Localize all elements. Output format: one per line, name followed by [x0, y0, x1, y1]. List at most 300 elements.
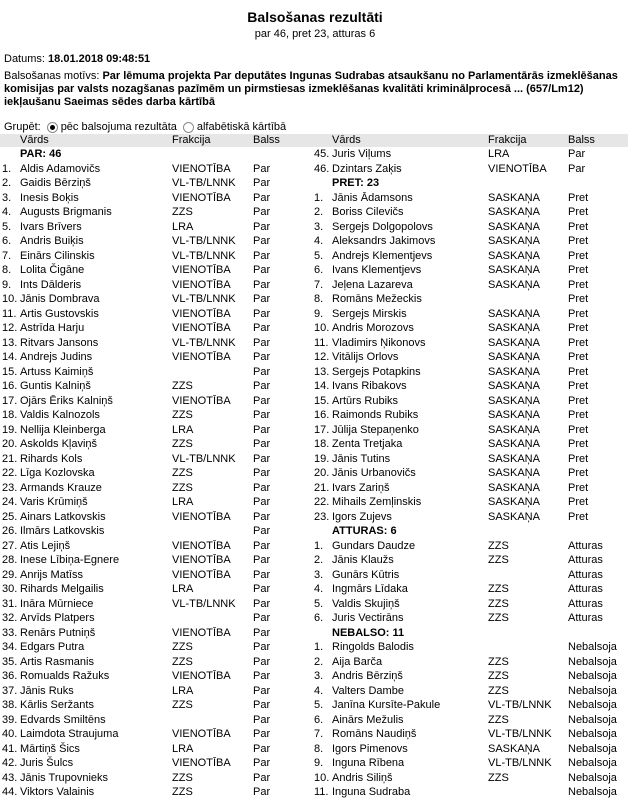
table-row — [310, 582, 628, 597]
row-number: 18. — [2, 409, 18, 421]
vote: Pret — [568, 452, 589, 465]
faction: ZZS — [172, 655, 193, 668]
group-heading — [0, 147, 314, 162]
table-row — [0, 234, 314, 249]
row-number: 2. — [314, 206, 324, 218]
faction: VL-TB/LNNK — [488, 699, 552, 711]
row-number: 27. — [2, 539, 18, 552]
group-heading-label: PRET: 23 — [332, 177, 380, 189]
deputy-name: Valdis Skujiņš — [332, 597, 400, 610]
row-number: 1. — [314, 539, 324, 552]
row-number: 43. — [2, 771, 18, 784]
row-number: 3. — [314, 220, 324, 233]
faction: VIENOTĪBA — [172, 757, 231, 769]
vote: Par — [253, 612, 271, 624]
row-number: 9. — [2, 278, 12, 291]
faction: VL-TB/LNNK — [488, 757, 552, 769]
vote: Par — [253, 264, 271, 276]
table-row — [310, 437, 628, 452]
vote: Par — [253, 162, 271, 175]
row-number: 11. — [2, 307, 17, 320]
group-heading — [310, 626, 628, 641]
vote: Par — [253, 641, 271, 653]
vote: Atturas — [568, 583, 603, 595]
table-row — [310, 510, 628, 525]
row-number: 10. — [2, 293, 18, 305]
faction: VIENOTĪBA — [172, 394, 231, 407]
results-table-left — [0, 134, 314, 800]
group-alphabetical-radio[interactable] — [183, 122, 194, 133]
table-row — [0, 713, 314, 728]
vote: Par — [253, 351, 271, 363]
table-row — [0, 785, 314, 800]
faction: LRA — [172, 684, 194, 697]
row-number: 26. — [2, 525, 18, 537]
vote: Par — [253, 278, 271, 291]
deputy-name: Kārlis Seržants — [20, 699, 94, 711]
deputy-name: Valters Dambe — [332, 684, 404, 697]
table-row — [0, 640, 314, 655]
row-number: 4. — [314, 583, 324, 595]
table-header — [0, 134, 314, 147]
vote: Atturas — [568, 612, 603, 624]
vote: Pret — [568, 510, 589, 523]
faction: SASKAŅA — [488, 322, 540, 334]
vote: Pret — [568, 365, 589, 378]
row-number: 3. — [314, 568, 324, 581]
table-row — [0, 176, 314, 191]
deputy-name: Renārs Putniņš — [20, 626, 96, 639]
deputy-name: Mihails Zemļinskis — [332, 496, 422, 508]
vote-meta — [4, 53, 626, 113]
deputy-name: Aija Barča — [332, 655, 383, 668]
group-heading-label: ATTURAS: 6 — [332, 525, 397, 537]
table-row — [310, 539, 628, 554]
deputy-name: Viktors Valainis — [20, 786, 95, 798]
row-number: 5. — [314, 249, 324, 262]
faction: ZZS — [172, 771, 193, 784]
deputy-name: Juris Vectirāns — [332, 612, 404, 624]
date-line — [4, 53, 626, 66]
faction: SASKAŅA — [488, 452, 540, 465]
table-row — [310, 553, 628, 568]
faction: VIENOTĪBA — [172, 191, 231, 204]
table-row — [0, 466, 314, 481]
deputy-name: Romāns Naudiņš — [332, 728, 417, 740]
row-number: 17. — [314, 423, 330, 436]
header-frakcija: Frakcija — [172, 134, 211, 146]
faction: SASKAŅA — [488, 249, 540, 262]
deputy-name: Jeļena Lazareva — [332, 278, 413, 291]
vote: Pret — [568, 438, 589, 450]
row-number: 40. — [2, 728, 18, 740]
vote: Par — [253, 670, 271, 682]
header-balss: Balss — [568, 134, 595, 146]
deputy-name: Vladimirs Ņikonovs — [332, 336, 426, 349]
vote: Nebalsoja — [568, 641, 617, 653]
deputy-name: Gunārs Kūtris — [332, 568, 400, 581]
deputy-name: Artis Rasmanis — [20, 655, 94, 668]
deputy-name: Jānis Ādamsons — [332, 191, 413, 204]
vote: Atturas — [568, 597, 603, 610]
vote: Par — [253, 191, 271, 204]
vote: Par — [253, 496, 271, 508]
row-number: 14. — [2, 351, 18, 363]
vote: Pret — [568, 278, 589, 291]
vote: Par — [253, 365, 271, 378]
right-table-body — [310, 147, 628, 800]
deputy-name: Raimonds Rubiks — [332, 409, 419, 421]
row-number: 42. — [2, 757, 18, 769]
vote: Par — [253, 757, 271, 769]
deputy-name: Ivars Zariņš — [332, 481, 390, 494]
faction: ZZS — [172, 481, 193, 494]
vote: Nebalsoja — [568, 786, 617, 798]
row-number: 23. — [314, 510, 330, 523]
deputy-name: Ritvars Jansons — [20, 336, 99, 349]
vote: Pret — [568, 191, 589, 204]
table-row — [0, 655, 314, 670]
table-row — [310, 350, 628, 365]
deputy-name: Artūrs Rubiks — [332, 394, 399, 407]
deputy-name: Jānis Urbanovičs — [332, 467, 416, 479]
table-row — [310, 321, 628, 336]
table-row — [0, 336, 314, 351]
vote: Pret — [568, 394, 589, 407]
row-number: 2. — [314, 554, 324, 566]
row-number: 2. — [314, 655, 324, 668]
row-number: 4. — [2, 206, 12, 218]
faction: ZZS — [488, 713, 509, 726]
date-value: 18.01.2018 09:48:51 — [48, 53, 151, 65]
vote: Pret — [568, 235, 589, 247]
deputy-name: Einārs Cilinskis — [20, 249, 95, 262]
table-row — [310, 756, 628, 771]
row-number: 13. — [2, 336, 18, 349]
deputy-name: Ilmārs Latkovskis — [20, 525, 105, 537]
row-number: 7. — [314, 278, 324, 291]
deputy-name: Lolita Čigāne — [20, 264, 85, 276]
faction: VIENOTĪBA — [172, 568, 231, 581]
vote: Par — [568, 162, 586, 175]
vote: Par — [253, 583, 271, 595]
row-number: 35. — [2, 655, 18, 668]
table-row — [310, 220, 628, 235]
row-number: 3. — [2, 191, 12, 204]
group-alphabetical-label[interactable]: alfabētiskā kārtībā — [196, 121, 287, 133]
row-number: 16. — [2, 380, 18, 392]
row-number: 7. — [314, 728, 324, 740]
faction: LRA — [172, 220, 194, 233]
table-row — [0, 220, 314, 235]
table-row — [310, 394, 628, 409]
faction: ZZS — [488, 655, 509, 668]
faction: SASKAŅA — [488, 496, 540, 508]
deputy-name: Ints Dālderis — [20, 278, 82, 291]
faction: ZZS — [172, 467, 193, 479]
faction: SASKAŅA — [488, 438, 540, 450]
vote: Nebalsoja — [568, 742, 617, 755]
vote: Par — [253, 655, 271, 668]
row-number: 5. — [314, 699, 324, 711]
row-number: 1. — [314, 191, 324, 204]
table-header — [310, 134, 628, 147]
vote: Par — [253, 220, 271, 233]
faction: VIENOTĪBA — [172, 626, 231, 639]
group-heading-label: NEBALSO: 11 — [332, 626, 405, 639]
faction: VIENOTĪBA — [172, 351, 231, 363]
deputy-name: Varis Krūmiņš — [20, 496, 88, 508]
deputy-name: Astrīda Harju — [20, 322, 85, 334]
faction: VIENOTĪBA — [172, 264, 231, 276]
row-number: 38. — [2, 699, 18, 711]
vote: Atturas — [568, 539, 603, 552]
group-by-result-radio[interactable] — [47, 122, 58, 133]
deputy-name: Dzintars Zaķis — [332, 162, 402, 175]
table-row — [310, 669, 628, 684]
deputy-name: Ingmārs Līdaka — [332, 583, 408, 595]
vote: Par — [253, 554, 271, 566]
row-number: 34. — [2, 641, 18, 653]
row-number: 39. — [2, 713, 18, 726]
deputy-name: Artis Gustovskis — [20, 307, 99, 320]
row-number: 7. — [2, 249, 12, 262]
faction: VL-TB/LNNK — [172, 249, 236, 262]
faction: SASKAŅA — [488, 510, 540, 523]
group-by-result-label[interactable]: pēc balsojuma rezultāta — [60, 121, 177, 133]
table-row — [310, 292, 628, 307]
faction: SASKAŅA — [488, 278, 540, 291]
row-number: 10. — [314, 322, 330, 334]
table-row — [0, 626, 314, 641]
row-number: 24. — [2, 496, 18, 508]
table-row — [310, 408, 628, 423]
vote: Pret — [568, 380, 589, 392]
vote: Par — [253, 177, 271, 189]
row-number: 8. — [314, 293, 324, 305]
vote: Par — [253, 771, 271, 784]
table-row — [0, 365, 314, 380]
deputy-name: Andris Morozovs — [332, 322, 414, 334]
row-number: 36. — [2, 670, 18, 682]
vote: Par — [253, 249, 271, 262]
row-number: 37. — [2, 684, 18, 697]
table-row — [310, 278, 628, 293]
row-number: 44. — [2, 786, 18, 798]
vote: Par — [253, 452, 271, 465]
table-row — [310, 379, 628, 394]
table-row — [0, 568, 314, 583]
vote: Nebalsoja — [568, 699, 617, 711]
faction: LRA — [172, 496, 194, 508]
vote: Par — [253, 786, 271, 798]
deputy-name: Ivars Brīvers — [20, 220, 82, 233]
table-row — [0, 423, 314, 438]
table-row — [0, 408, 314, 423]
deputy-name: Igors Zujevs — [332, 510, 392, 523]
deputy-name: Ainars Latkovskis — [20, 510, 106, 523]
group-heading-label: PAR: 46 — [20, 148, 62, 160]
deputy-name: Andris Buiķis — [20, 235, 84, 247]
row-number: 28. — [2, 554, 18, 566]
faction: LRA — [172, 423, 194, 436]
deputy-name: Vitālijs Orlovs — [332, 351, 399, 363]
faction: ZZS — [488, 612, 509, 624]
vote: Par — [253, 467, 271, 479]
table-row — [0, 321, 314, 336]
deputy-name: Armands Krauze — [20, 481, 102, 494]
table-row — [0, 510, 314, 525]
faction: ZZS — [172, 438, 193, 450]
vote: Pret — [568, 293, 589, 305]
table-row — [0, 278, 314, 293]
vote: Par — [253, 481, 271, 494]
faction: SASKAŅA — [488, 220, 540, 233]
faction: SASKAŅA — [488, 409, 540, 421]
row-number: 5. — [2, 220, 12, 233]
faction: VIENOTĪBA — [172, 728, 231, 740]
deputy-name: Inesis Boķis — [20, 191, 79, 204]
faction: VL-TB/LNNK — [172, 293, 236, 305]
table-row — [310, 640, 628, 655]
row-number: 1. — [2, 162, 12, 175]
faction: SASKAŅA — [488, 191, 540, 204]
table-row — [0, 162, 314, 177]
table-row — [0, 756, 314, 771]
faction: SASKAŅA — [488, 206, 540, 218]
vote: Pret — [568, 481, 589, 494]
table-row — [0, 481, 314, 496]
deputy-name: Inguna Rībena — [332, 757, 405, 769]
motive-label: Balsošanas motīvs: — [4, 70, 100, 82]
table-row — [310, 655, 628, 670]
vote: Par — [253, 394, 271, 407]
vote: Atturas — [568, 554, 603, 566]
table-row — [0, 582, 314, 597]
deputy-name: Ainārs Mežulis — [332, 713, 404, 726]
deputy-name: Aldis Adamovičs — [20, 162, 101, 175]
faction: ZZS — [488, 539, 509, 552]
header-frakcija: Frakcija — [488, 134, 527, 146]
row-number: 5. — [314, 597, 324, 610]
vote: Par — [253, 684, 271, 697]
faction: LRA — [488, 148, 510, 160]
faction: VIENOTĪBA — [172, 278, 231, 291]
table-row — [0, 249, 314, 264]
faction: VIENOTĪBA — [488, 162, 547, 175]
vote: Pret — [568, 307, 589, 320]
vote: Par — [253, 307, 271, 320]
deputy-name: Juris Šulcs — [20, 757, 74, 769]
deputy-name: Askolds Kļaviņš — [20, 438, 98, 450]
vote: Par — [253, 322, 271, 334]
vote: Par — [253, 742, 271, 755]
row-number: 46. — [314, 162, 330, 175]
row-number: 2. — [2, 177, 12, 189]
row-number: 22. — [2, 467, 18, 479]
vote: Pret — [568, 322, 589, 334]
deputy-name: Edgars Putra — [20, 641, 85, 653]
deputy-name: Zenta Tretjaka — [332, 438, 403, 450]
deputy-name: Līga Kozlovska — [20, 467, 95, 479]
row-number: 20. — [314, 467, 330, 479]
motive-line — [4, 70, 626, 109]
table-row — [0, 539, 314, 554]
header-balss: Balss — [253, 134, 280, 146]
table-row — [310, 684, 628, 699]
deputy-name: Ringolds Balodis — [332, 641, 414, 653]
faction: SASKAŅA — [488, 307, 540, 320]
row-number: 15. — [2, 365, 18, 378]
table-row — [310, 568, 628, 583]
vote: Par — [253, 713, 271, 726]
deputy-name: Jānis Klaužs — [332, 554, 394, 566]
left-table-body — [0, 147, 314, 800]
row-number: 8. — [2, 264, 12, 276]
vote: Pret — [568, 336, 589, 349]
row-number: 13. — [314, 365, 330, 378]
table-row — [310, 234, 628, 249]
deputy-name: Gundars Daudze — [332, 539, 416, 552]
row-number: 32. — [2, 612, 18, 624]
faction: ZZS — [172, 409, 193, 421]
table-row — [310, 698, 628, 713]
faction: VIENOTĪBA — [172, 162, 231, 175]
deputy-name: Aleksandrs Jakimovs — [332, 235, 436, 247]
table-row — [310, 727, 628, 742]
deputy-name: Janīna Kursīte-Pakule — [332, 699, 441, 711]
faction: VIENOTĪBA — [172, 539, 231, 552]
vote: Par — [253, 409, 271, 421]
vote: Par — [253, 293, 271, 305]
table-row — [0, 350, 314, 365]
faction: ZZS — [488, 597, 509, 610]
group-heading — [310, 176, 628, 191]
deputy-name: Andris Siliņš — [332, 771, 393, 784]
vote: Nebalsoja — [568, 655, 617, 668]
vote: Par — [253, 525, 271, 537]
faction: ZZS — [172, 786, 193, 798]
deputy-name: Jānis Dombrava — [20, 293, 100, 305]
deputy-name: Inguna Sudraba — [332, 786, 411, 798]
row-number: 31. — [2, 597, 18, 610]
deputy-name: Atis Lejiņš — [20, 539, 71, 552]
table-row — [0, 307, 314, 322]
vote: Pret — [568, 220, 589, 233]
row-number: 12. — [2, 322, 18, 334]
deputy-name: Jānis Tutins — [332, 452, 391, 465]
table-row — [310, 611, 628, 626]
vote: Atturas — [568, 568, 603, 581]
page-title: Balsošanas rezultāti — [247, 9, 383, 25]
row-number: 8. — [314, 742, 324, 755]
vote: Pret — [568, 351, 589, 363]
deputy-name: Sergejs Mirskis — [332, 307, 407, 320]
table-row — [310, 713, 628, 728]
vote: Par — [253, 728, 271, 740]
table-row — [0, 292, 314, 307]
vote: Par — [253, 699, 271, 711]
faction: ZZS — [172, 699, 193, 711]
deputy-name: Ojārs Ēriks Kalniņš — [20, 394, 113, 407]
faction: LRA — [172, 583, 194, 595]
deputy-name: Edvards Smiltēns — [20, 713, 106, 726]
deputy-name: Jānis Trupovnieks — [20, 771, 109, 784]
table-row — [0, 698, 314, 713]
results-table-right — [310, 134, 628, 800]
deputy-name: Artuss Kaimiņš — [20, 365, 94, 378]
table-row — [310, 249, 628, 264]
